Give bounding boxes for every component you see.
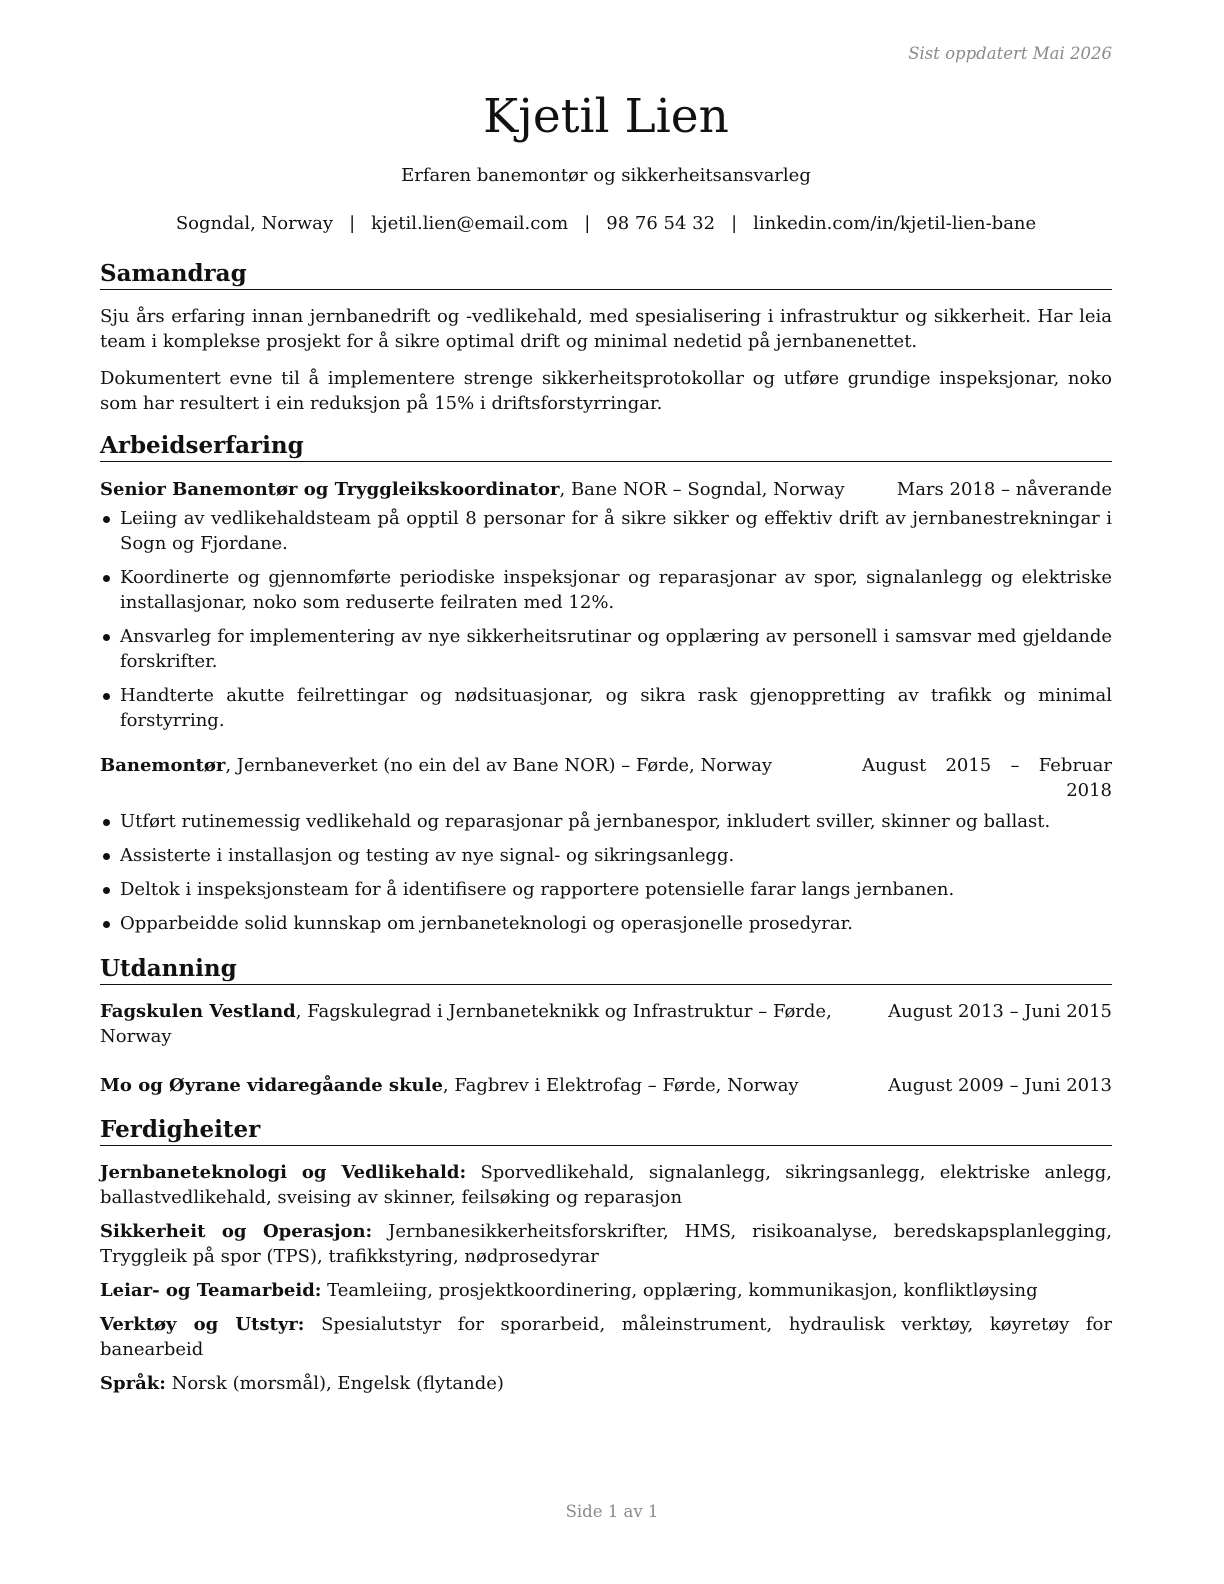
job-entry	[100, 753, 1112, 936]
skills-section	[100, 1115, 1112, 1396]
education-detail: , Fagskulegrad i Jernbaneteknikk og Infrastruktur – Førde, Norway	[100, 1001, 832, 1047]
skill-label: Sikkerheit og Operasjon:	[100, 1221, 373, 1242]
education-title-line	[100, 999, 888, 1049]
list-item	[100, 809, 1112, 834]
bullet-icon	[103, 693, 110, 700]
skill-row	[100, 1160, 1112, 1210]
contact-location: Sogndal, Norway	[175, 213, 334, 234]
school-name: Fagskulen Vestland	[100, 1001, 296, 1022]
list-item	[100, 683, 1112, 733]
summary-paragraph: Sju års erfaring innan jernbanedrift og -vedlikehald, med spesialisering i infrastruktur og sikkerheit. Har leia team i komplekse prosjekt for å sikre optimal drift og minimal nedetid på jernbanenettet.	[100, 306, 1112, 352]
bullet-icon	[103, 634, 110, 641]
list-item	[100, 877, 1112, 902]
list-item	[100, 843, 1112, 868]
skill-row	[100, 1312, 1112, 1362]
education-entry	[100, 1073, 1112, 1098]
skill-label: Verktøy og Utstyr:	[100, 1314, 305, 1335]
bullet-icon	[103, 921, 110, 928]
contact-email[interactable]: kjetil.lien@email.com	[371, 213, 569, 234]
skill-text: Teamleiing, prosjektkoordinering, opplæring, kommunikasjon, konfliktløysing	[321, 1280, 1038, 1301]
job-title-line	[100, 753, 862, 803]
candidate-name: Kjetil Lien	[483, 89, 729, 144]
bullet-icon	[103, 575, 110, 582]
section-heading-summary: Samandrag	[100, 259, 1112, 290]
skill-row	[100, 1219, 1112, 1269]
contact-separator: |	[349, 213, 356, 234]
job-header	[100, 753, 1112, 803]
list-item	[100, 506, 1112, 556]
education-section	[100, 954, 1112, 1098]
job-employer: , Bane NOR – Sogndal, Norway	[559, 479, 845, 500]
job-dates: August 2015 – Februar 2018	[862, 755, 1112, 801]
last-updated-note: Sist oppdatert Mai 2026	[908, 44, 1112, 63]
job-title-line	[100, 477, 897, 502]
skill-label: Jernbaneteknologi og Vedlikehald:	[100, 1162, 467, 1183]
skill-text: Jernbanesikkerheitsforskrifter, HMS, risikoanalyse, beredskapsplanlegging, Tryggleik på spor (TPS), trafikkstyring, nødprosedyrar	[100, 1221, 1113, 1267]
contact-linkedin[interactable]: linkedin.com/in/kjetil-lien-bane	[753, 213, 1037, 234]
contact-phone: 98 76 54 32	[606, 213, 716, 234]
skill-label: Språk:	[100, 1373, 166, 1394]
list-item	[100, 624, 1112, 674]
job-header	[100, 477, 1112, 502]
section-heading-experience: Arbeidserfaring	[100, 431, 1112, 462]
bullet-icon	[103, 819, 110, 826]
skill-row	[100, 1278, 1112, 1303]
summary-section	[100, 259, 1112, 416]
list-item	[100, 911, 1112, 936]
section-heading-education: Utdanning	[100, 954, 1112, 985]
contact-separator: |	[584, 213, 591, 234]
contact-separator: |	[731, 213, 738, 234]
job-title: Banemontør	[100, 755, 226, 776]
school-name: Mo og Øyrane vidaregåande skule	[100, 1075, 443, 1096]
resume-page	[100, 86, 1112, 1396]
duty-text: Utført rutinemessig vedlikehald og reparasjonar på jernbanespor, inkludert sviller, skinner og ballast.	[120, 811, 1051, 832]
duty-text: Deltok i inspeksjonsteam for å identifisere og rapportere potensielle farar langs jernbanen.	[120, 879, 955, 900]
education-dates: August 2013 – Juni 2015	[888, 1001, 1112, 1022]
bullet-icon	[103, 887, 110, 894]
job-dates: Mars 2018 – nåverande	[896, 479, 1112, 500]
candidate-tagline: Erfaren banemontør og sikkerheitsansvarleg	[401, 165, 811, 186]
skill-row	[100, 1371, 1112, 1396]
page-number: Side 1 av 1	[565, 1502, 659, 1521]
education-detail: , Fagbrev i Elektrofag – Førde, Norway	[442, 1075, 799, 1096]
section-heading-skills: Ferdigheiter	[100, 1115, 1112, 1146]
bullet-icon	[103, 516, 110, 523]
skill-label: Leiar- og Teamarbeid:	[100, 1280, 322, 1301]
duty-text: Ansvarleg for implementering av nye sikkerheitsrutinar og opplæring av personell i samsvar med gjeldande forskrifter.	[120, 626, 1112, 672]
skill-text: Spesialutstyr for sporarbeid, måleinstrument, hydraulisk verktøy, køyretøy for banearbeid	[100, 1314, 1112, 1360]
duty-text: Koordinerte og gjennomførte periodiske inspeksjonar og reparasjonar av spor, signalanlegg og elektriske installasjonar, noko som reduserte feilraten med 12%.	[120, 567, 1112, 613]
duty-text: Leiing av vedlikehaldsteam på opptil 8 personar for å sikre sikker og effektiv drift av jernbanestrekningar i Sogn og Fjordane.	[120, 508, 1112, 554]
bullet-icon	[103, 853, 110, 860]
job-duties	[100, 506, 1112, 733]
duty-text: Assisterte i installasjon og testing av nye signal- og sikringsanlegg.	[120, 845, 735, 866]
skill-text: Norsk (morsmål), Engelsk (flytande)	[165, 1373, 504, 1394]
education-entry	[100, 999, 1112, 1049]
summary-paragraph: Dokumentert evne til å implementere strenge sikkerheitsprotokollar og utføre grundige inspeksjonar, noko som har resultert i ein reduksjon på 15% i driftsforstyrringar.	[100, 368, 1112, 414]
experience-section	[100, 431, 1112, 936]
education-dates: August 2009 – Juni 2013	[888, 1075, 1112, 1096]
list-item	[100, 565, 1112, 615]
duty-text: Handterte akutte feilrettingar og nødsituasjonar, og sikra rask gjenoppretting av trafikk og minimal forstyrring.	[120, 685, 1112, 731]
job-title: Senior Banemontør og Tryggleikskoordinator	[100, 479, 560, 500]
education-title-line	[100, 1073, 888, 1098]
job-duties	[100, 809, 1112, 936]
duty-text: Opparbeidde solid kunnskap om jernbaneteknologi og operasjonelle prosedyrar.	[120, 913, 853, 934]
job-entry	[100, 477, 1112, 733]
skill-text: Sporvedlikehald, signalanlegg, sikringsanlegg, elektriske anlegg, ballastvedlikehald, sveising av skinner, feilsøking og reparasjon	[100, 1162, 1112, 1208]
contact-line	[100, 213, 1112, 234]
job-employer: , Jernbaneverket (no ein del av Bane NOR) – Førde, Norway	[225, 755, 772, 776]
